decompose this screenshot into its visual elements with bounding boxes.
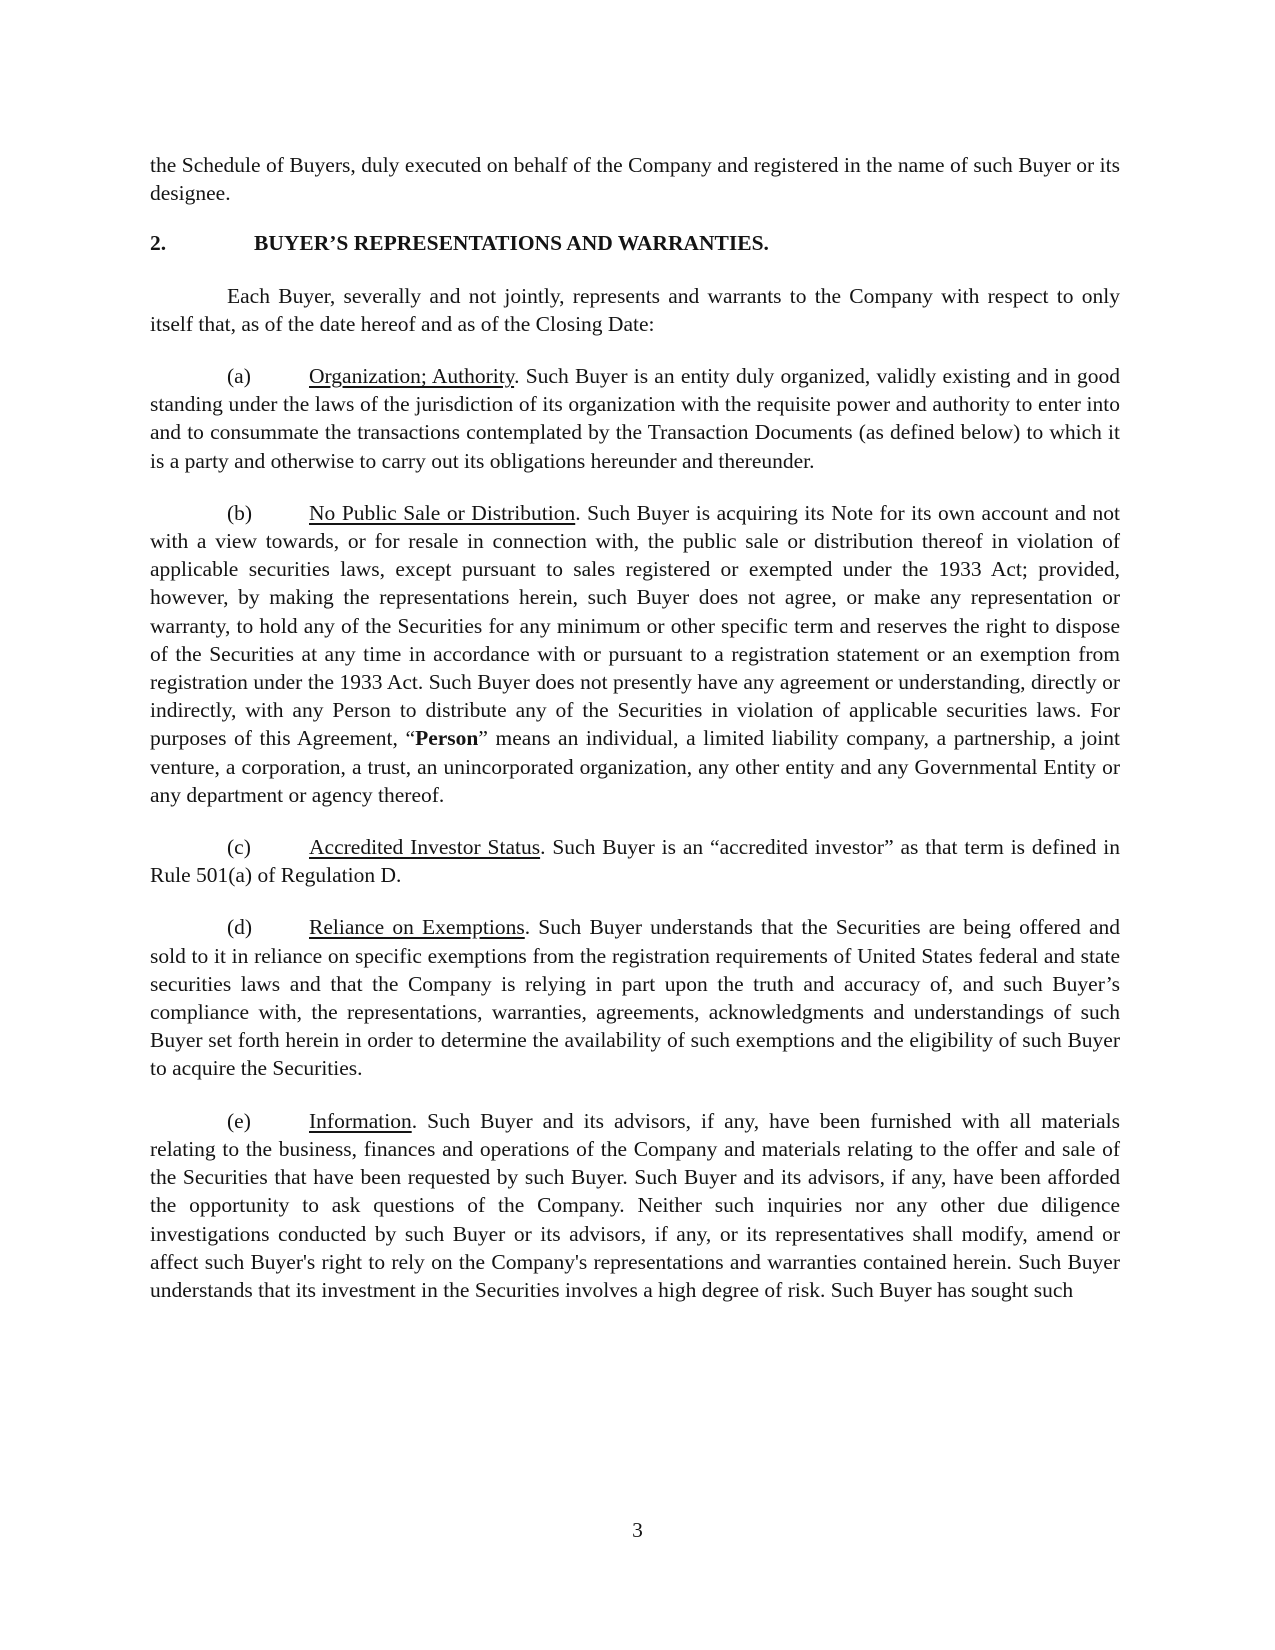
section-number: 2. (150, 231, 167, 256)
paragraph-heading: Accredited Investor Status (309, 835, 541, 860)
paragraph-a (150, 362, 1120, 475)
defined-term: Person (415, 726, 479, 751)
paragraph-text: . Such Buyer is an “accredited investor” as that term is defined in Rule 501(a) of Regulation D. (150, 835, 1120, 888)
paragraph-text: . Such Buyer understands that the Securities are being offered and sold to it in reliance on specific exemptions from the registration requirements of United States federal and state securities laws and that the Company is relying in part upon the truth and accuracy of, and such Buyer’s compliance with, the representations, warranties, agreements, acknowledgments and understandings of such Buyer set forth herein in order to determine the availability of such exemptions and the eligibility of such Buyer to acquire the Securities. (150, 915, 1121, 1081)
paragraph-label: (c) (227, 835, 251, 860)
paragraph-text: . Such Buyer is acquiring its Note for its own account and not with a view towards, or for resale in connection with, the public sale or distribution thereof in violation of applicable securities laws, except pursuant to sales registered or exempted under the 1933 Act; provided, however, by making the representations herein, such Buyer does not agree, or make any representation or warranty, to hold any of the Securities for any minimum or other specific term and reserves the right to dispose of the Securities at any time in accordance with or pursuant to a registration statement or an exemption from registration under the 1933 Act. Such Buyer does not presently have any agreement or understanding, directly or indirectly, with any Person to distribute any of the Securities in violation of applicable securities laws. For purposes of this Agreement, “ (150, 500, 1120, 751)
paragraph-label: (a) (227, 364, 251, 389)
page-number: 3 (632, 1518, 643, 1542)
intro-continuation: the Schedule of Buyers, duly executed on behalf of the Company and registered in the name of such Buyer or its designee. (150, 153, 1120, 206)
paragraph-text: . Such Buyer is an entity duly organized, validly existing and in good standing under the laws of the jurisdiction of its organization with the requisite power and authority to enter into and to consummate the transactions contemplated by the Transaction Documents (as defined below) to which it is a party and otherwise to carry out its obligations hereunder and thereunder. (150, 364, 1121, 473)
paragraph-heading: Organization; Authority (309, 364, 515, 389)
paragraph-label: (b) (227, 500, 253, 525)
paragraph-heading: Information (309, 1108, 412, 1133)
paragraph-heading: No Public Sale or Distribution (309, 500, 576, 525)
document-body (150, 151, 1120, 1304)
lead-paragraph: Each Buyer, severally and not jointly, represents and warrants to the Company with respect to only itself that, as of the date hereof and as of the Closing Date: (150, 283, 1120, 336)
paragraph-d (150, 913, 1120, 1082)
paragraph-label: (d) (227, 915, 253, 940)
paragraph-text: . Such Buyer and its advisors, if any, have been furnished with all materials relating to the business, finances and operations of the Company and materials relating to the offer and sale of the Securities that have been requested by such Buyer. Such Buyer and its advisors, if any, have been afforded the opportunity to ask questions of the Company. Neither such inquiries nor any other due diligence investigations conducted by such Buyer or its advisors, if any, or its representatives shall modify, amend or affect such Buyer's right to rely on the Company's representations and warranties contained herein. Such Buyer understands that its investment in the Securities involves a high degree of risk. Such Buyer has sought such (150, 1108, 1120, 1302)
paragraph-c (150, 833, 1120, 889)
paragraph-heading: Reliance on Exemptions (309, 915, 525, 940)
paragraph-label: (e) (227, 1108, 251, 1133)
paragraph-text-continued: ” means an individual, a limited liability company, a partnership, a joint venture, a corporation, a trust, an unincorporated organization, any other entity and any Governmental Entity or any department or agency thereof. (150, 726, 1121, 807)
paragraph-b (150, 499, 1120, 809)
section-heading (150, 229, 1120, 257)
section-title: BUYER’S REPRESENTATIONS AND WARRANTIES. (254, 231, 769, 256)
paragraph-e (150, 1107, 1120, 1304)
